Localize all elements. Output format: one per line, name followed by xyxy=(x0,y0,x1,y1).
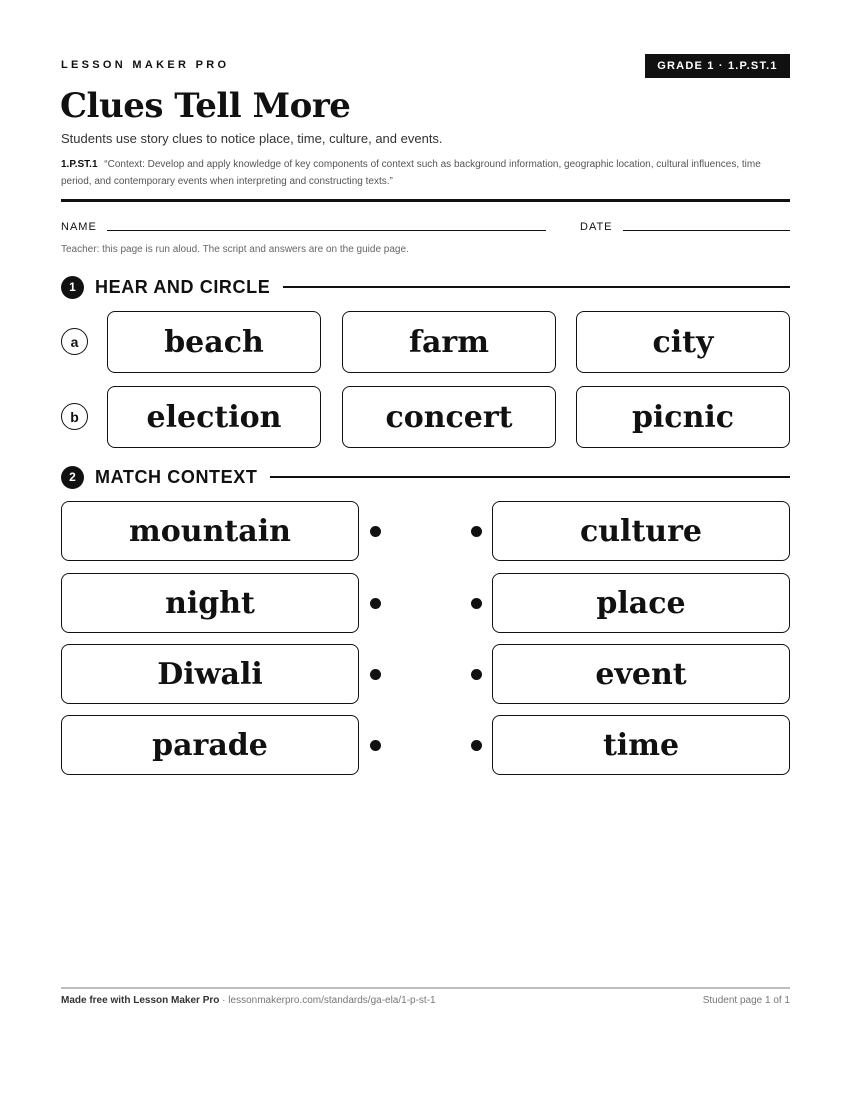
standard-description xyxy=(61,156,791,190)
grade-badge: GRADE 1 · 1.P.ST.1 xyxy=(645,54,790,78)
section-divider xyxy=(270,476,790,478)
section-title: MATCH CONTEXT xyxy=(95,466,258,487)
match-right-time[interactable]: time xyxy=(492,715,790,775)
circle-word-election[interactable]: election xyxy=(107,386,321,448)
match-dot-right[interactable] xyxy=(471,669,482,680)
match-right-culture[interactable]: culture xyxy=(492,501,790,561)
date-field[interactable] xyxy=(623,230,790,231)
standard-code: 1.P.ST.1 xyxy=(61,159,98,170)
brand-name: LESSON MAKER PRO xyxy=(61,59,230,71)
name-label: NAME xyxy=(61,221,97,233)
section-number: 1 xyxy=(61,276,84,299)
match-left-diwali[interactable]: Diwali xyxy=(61,644,359,704)
match-dot-right[interactable] xyxy=(471,598,482,609)
match-dot-right[interactable] xyxy=(471,740,482,751)
row-letter-b: b xyxy=(61,403,88,430)
match-dot-left[interactable] xyxy=(370,598,381,609)
section-number: 2 xyxy=(61,466,84,489)
footer-separator: · xyxy=(219,995,229,1006)
circle-word-concert[interactable]: concert xyxy=(342,386,556,448)
footer-url[interactable]: lessonmakerpro.com/standards/ga-ela/1-p-st-1 xyxy=(228,995,436,1006)
match-left-night[interactable]: night xyxy=(61,573,359,633)
page-subtitle: Students use story clues to notice place, time, culture, and events. xyxy=(61,131,443,146)
match-right-event[interactable]: event xyxy=(492,644,790,704)
match-left-parade[interactable]: parade xyxy=(61,715,359,775)
footer-divider xyxy=(61,987,790,989)
row-letter-a: a xyxy=(61,328,88,355)
match-right-place[interactable]: place xyxy=(492,573,790,633)
section-divider xyxy=(283,286,790,288)
section-heading-match-context xyxy=(61,465,790,489)
match-dot-left[interactable] xyxy=(370,669,381,680)
standard-text: “Context: Develop and apply knowledge of key components of context such as background information, geographic location, cultural influences, time period, and contemporary events when interpreting and constructing texts.” xyxy=(61,159,761,187)
header-divider xyxy=(61,199,790,202)
circle-word-beach[interactable]: beach xyxy=(107,311,321,373)
date-label: DATE xyxy=(580,221,613,233)
circle-word-picnic[interactable]: picnic xyxy=(576,386,790,448)
section-title: HEAR AND CIRCLE xyxy=(95,276,271,297)
footer-page-number: Student page 1 of 1 xyxy=(702,995,790,1006)
match-dot-left[interactable] xyxy=(370,740,381,751)
circle-word-farm[interactable]: farm xyxy=(342,311,556,373)
footer-credit xyxy=(61,995,436,1006)
match-dot-right[interactable] xyxy=(471,526,482,537)
circle-word-city[interactable]: city xyxy=(576,311,790,373)
teacher-note: Teacher: this page is run aloud. The script and answers are on the guide page. xyxy=(61,244,409,255)
name-field[interactable] xyxy=(107,230,546,231)
section-heading-hear-and-circle xyxy=(61,275,790,299)
page-title: Clues Tell More xyxy=(60,86,351,126)
match-dot-left[interactable] xyxy=(370,526,381,537)
match-left-mountain[interactable]: mountain xyxy=(61,501,359,561)
footer-made-with: Made free with Lesson Maker Pro xyxy=(61,995,220,1006)
